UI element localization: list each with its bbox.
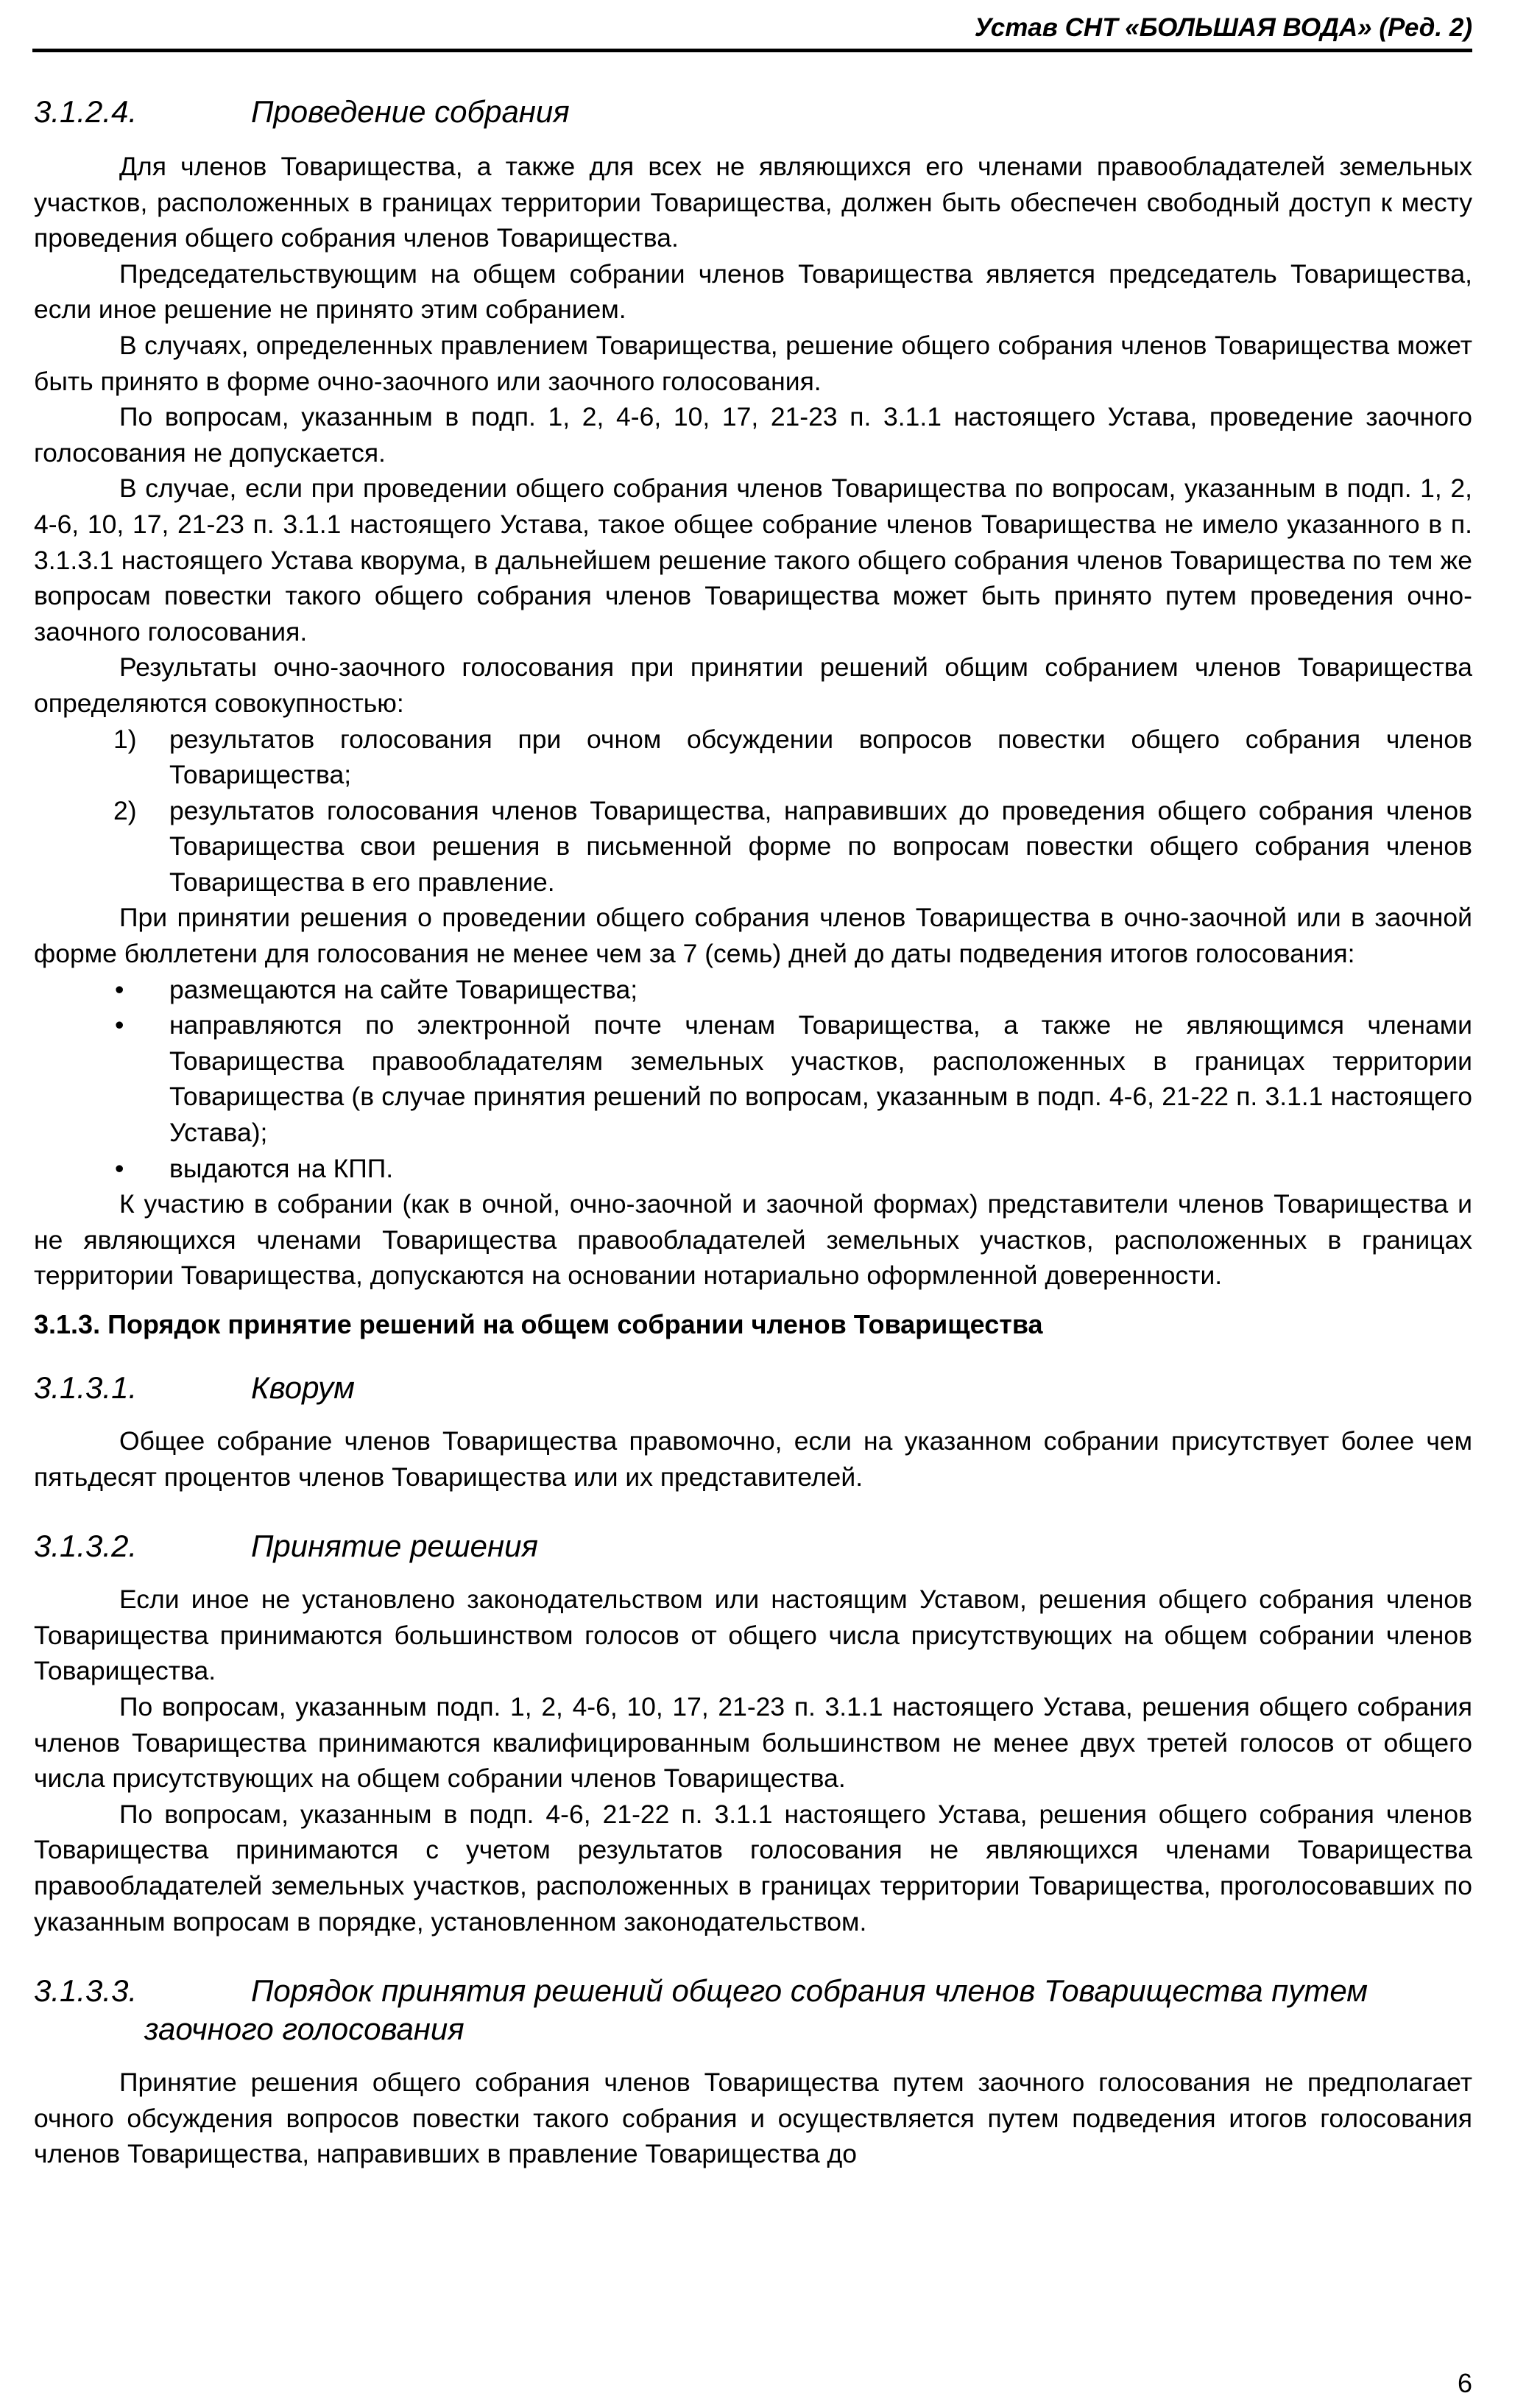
paragraph: Для членов Товарищества, а также для всех не являющихся его членами правообладателей земельных участков, расположенных в границах территории Товарищества, должен быть обеспечен свободный доступ к месту проведения общего собрания членов Товарищества. bbox=[34, 152, 1472, 253]
paragraph: По вопросам, указанным подп. 1, 2, 4-6, 10, 17, 21-23 п. 3.1.1 настоящего Устава, решения общего собрания членов Товарищества принимаются квалифицированным большинством не менее двух третей голосов от общего числа присутствующих на общем собрании членов Товарищества. bbox=[34, 1691, 1472, 1794]
bullet-icon: • bbox=[115, 1153, 124, 1183]
list-item-text: размещаются на сайте Товарищества; bbox=[169, 974, 638, 1004]
bullet-icon: • bbox=[115, 1010, 124, 1040]
list-item bbox=[34, 722, 1472, 793]
numbered-list bbox=[34, 722, 1472, 901]
paragraph: Общее собрание членов Товарищества правомочно, если на указанном собрании присутствует более чем пятьдесят процентов членов Товарищества или их представителей. bbox=[34, 1426, 1472, 1492]
list-item bbox=[34, 1007, 1472, 1150]
section-title: Кворум bbox=[251, 1370, 355, 1405]
section-number: 3.1.2.4. bbox=[34, 94, 138, 129]
section-title: Принятие решения bbox=[251, 1529, 538, 1564]
header-title: Устав СНТ «БОЛЬШАЯ ВОДА» (Ред. 2) bbox=[974, 13, 1472, 42]
paragraph: По вопросам, указанным в подп. 1, 2, 4-6, 10, 17, 21-23 п. 3.1.1 настоящего Устава, проведение заочного голосования не допускается. bbox=[34, 402, 1472, 468]
paragraph: К участию в собрании (как в очной, очно-заочной и заочной формах) представители членов Товарищества и не являющихся членами Товарищества правообладателей земельных участков, расположенных в границах территории Товарищества, допускаются на основании нотариально оформленной доверенности. bbox=[34, 1189, 1472, 1291]
page-header bbox=[32, 10, 1472, 52]
paragraph: Результаты очно-заочного голосования при принятии решений общим собранием членов Товарищества определяются совокупностью: bbox=[34, 652, 1472, 718]
page-number: 6 bbox=[1457, 2368, 1472, 2398]
document-body bbox=[34, 93, 1472, 2172]
section-number: 3.1.3.3. bbox=[34, 1973, 138, 2009]
paragraph: В случае, если при проведении общего собрания членов Товарищества по вопросам, указанным в подп. 1, 2, 4-6, 10, 17, 21-23 п. 3.1.1 настоящего Устава, такое общее собрание членов Товарищества не имело указанного в п. 3.1.3.1 настоящего Устава кворума, в дальнейшем решение такого общего собрания членов Товарищества по тем же вопросам повестки такого общего собрания членов Товарищества может быть принято путем проведения очно-заочного голосования. bbox=[34, 473, 1472, 646]
section-heading-3124 bbox=[34, 93, 1472, 131]
section-number: 3.1.3.1. bbox=[34, 1370, 138, 1405]
list-item bbox=[34, 972, 1472, 1008]
section-heading-3133 bbox=[34, 1972, 1472, 2048]
list-item-text: результатов голосования при очном обсуждении вопросов повестки общего собрания членов Товарищества; bbox=[169, 724, 1472, 790]
paragraph: По вопросам, указанным в подп. 4-6, 21-22 п. 3.1.1 настоящего Устава, решения общего собрания членов Товарищества принимаются с учетом результатов голосования не являющихся членами Товарищества правообладателей земельных участков, расположенных в границах территории Товарищества, проголосовавших по указанным вопросам в порядке, установленном законодательством. bbox=[34, 1799, 1472, 1936]
paragraph: Председательствующим на общем собрании членов Товарищества является председатель Товарищества, если иное решение не принято этим собранием. bbox=[34, 258, 1472, 325]
list-item bbox=[34, 1151, 1472, 1187]
section-heading-3131 bbox=[34, 1369, 1472, 1407]
list-marker: 2) bbox=[113, 795, 137, 825]
paragraph: Принятие решения общего собрания членов Товарищества путем заочного голосования не предполагает очного обсуждения вопросов повестки такого собрания и осуществляется путем подведения итогов голосования членов Товарищества, направивших в правление Товарищества до bbox=[34, 2068, 1472, 2169]
section-number: 3.1.3.2. bbox=[34, 1529, 138, 1564]
paragraph: При принятии решения о проведении общего собрания членов Товарищества в очно-заочной или в заочной форме бюллетени для голосования не менее чем за 7 (семь) дней до даты подведения итогов голосования: bbox=[34, 903, 1472, 969]
list-item-text: результатов голосования членов Товарищества, направивших до проведения общего собрания членов Товарищества свои решения в письменной форме по вопросам повестки общего собрания членов Товарищества в его правление. bbox=[169, 795, 1472, 897]
list-item bbox=[34, 793, 1472, 901]
list-item-text: направляются по электронной почте членам Товарищества, а также не являющимся членами Товарищества правообладателям земельных участков, расположенных в границах территории Товарищества (в случае принятия решений по вопросам, указанным в подп. 4-6, 21-22 п. 3.1.1 настоящего Устава); bbox=[169, 1010, 1472, 1148]
paragraph: В случаях, определенных правлением Товарищества, решение общего собрания членов Товарищества может быть принято в форме очно-заочного или заочного голосования. bbox=[34, 330, 1472, 396]
section-heading-313: 3.1.3. Порядок принятие решений на общем собрании членов Товарищества bbox=[34, 1309, 1043, 1339]
section-title: Проведение собрания bbox=[251, 94, 570, 129]
section-title: Порядок принятия решений общего собрания членов Товарищества путем заочного голосования bbox=[144, 1973, 1368, 2047]
list-item-text: выдаются на КПП. bbox=[169, 1153, 394, 1183]
list-marker: 1) bbox=[113, 724, 137, 754]
section-heading-3132 bbox=[34, 1527, 1472, 1565]
paragraph: Если иное не установлено законодательством или настоящим Уставом, решения общего собрания членов Товарищества принимаются большинством голосов от общего числа присутствующих на общем собрании членов Товарищества. bbox=[34, 1585, 1472, 1686]
bullet-list bbox=[34, 972, 1472, 1187]
bullet-icon: • bbox=[115, 974, 124, 1004]
